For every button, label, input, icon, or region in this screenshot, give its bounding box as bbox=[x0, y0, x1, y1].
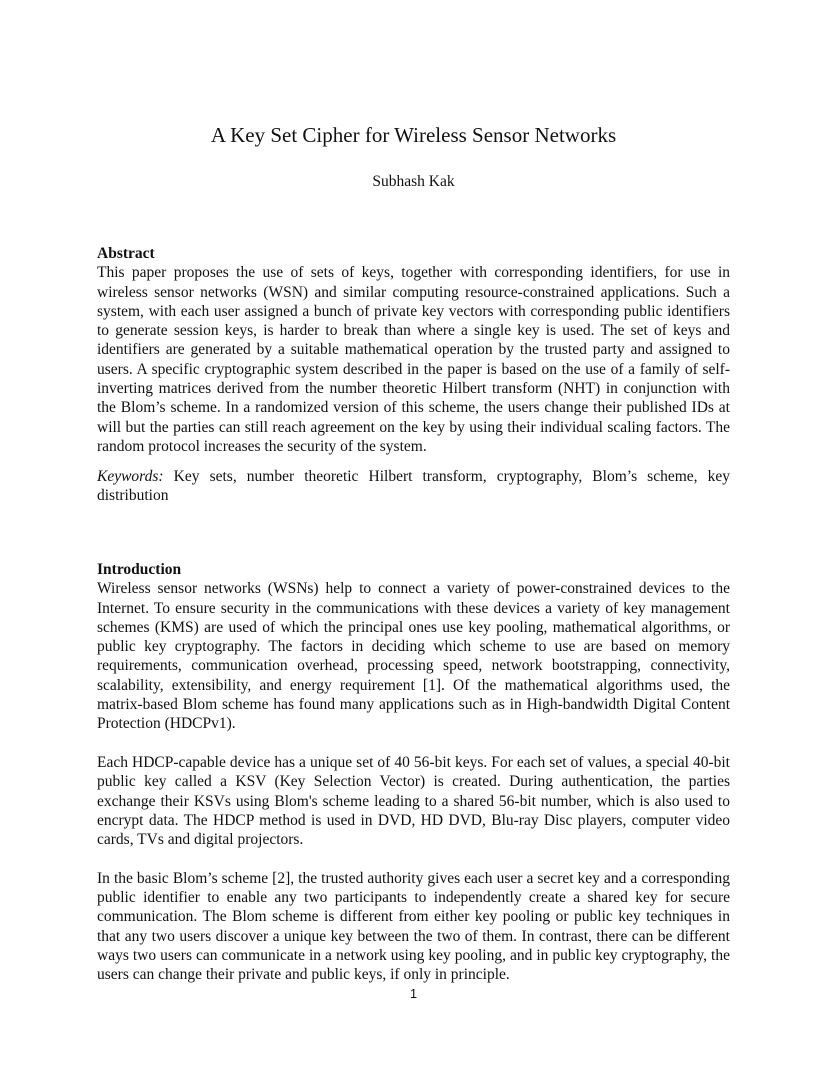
keywords-section bbox=[97, 467, 730, 506]
introduction-paragraph-1: Wireless sensor networks (WSNs) help to connect a variety of power-constrained devices to the Internet. To ensure security in the communications with these devices a variety of key management schemes (KMS) are used of which the principal ones use key pooling, mathematical algorithms, or public key cryptography. The factors in deciding which scheme to use are based on memory requirements, communication overhead, processing speed, network bootstrapping, connectivity, scalability, extensibility, and energy requirement [1]. Of the mathematical algorithms used, the matrix-based Blom scheme has found many applications such as in High-bandwidth Digital Content Protection (HDCPv1). bbox=[97, 580, 730, 733]
introduction-paragraph-3: In the basic Blom’s scheme [2], the trusted authority gives each user a secret key and a corresponding public identifier to enable any two participants to independently create a shared key for secure communication. The Blom scheme is different from either key pooling or public key techniques in that any two users discover a unique key between the two of them. In contrast, there can be different ways two users can communicate in a network using key pooling, and in public key cryptography, the users can change their private and public keys, if only in principle. bbox=[97, 869, 730, 984]
introduction-section bbox=[97, 560, 730, 985]
keywords-label: Keywords: bbox=[97, 468, 164, 485]
abstract-heading: Abstract bbox=[97, 245, 155, 262]
author-name: Subhash Kak bbox=[372, 173, 455, 190]
page-number: 1 bbox=[409, 986, 418, 1001]
abstract-text: This paper proposes the use of sets of keys, together with corresponding identifiers, for use in wireless sensor networks (WSN) and similar computing resource-constrained applications. Such a system, with each user assigned a bunch of private key vectors with corresponding public identifiers to generate session keys, is harder to break than where a single key is used. The set of keys and identifiers are generated by a suitable mathematical operation by the trusted party and assigned to users. A specific cryptographic system described in the paper is based on the use of a family of self-inverting matrices derived from the number theoretic Hilbert transform (NHT) in conjunction with the Blom’s scheme. In a randomized version of this scheme, the users change their published IDs at will but the parties can still reach agreement on the key by using their individual scaling factors. The random protocol increases the security of the system. bbox=[97, 264, 730, 455]
introduction-paragraph-2: Each HDCP-capable device has a unique set of 40 56-bit keys. For each set of values, a special 40-bit public key called a KSV (Key Selection Vector) is created. During authentication, the parties exchange their KSVs using Blom's scheme leading to a shared 56-bit number, which is also used to encrypt data. The HDCP method is used in DVD, HD DVD, Blu-ray Disc players, computer video cards, TVs and digital projectors. bbox=[97, 753, 730, 849]
keywords-paragraph bbox=[97, 467, 730, 506]
keywords-text: Key sets, number theoretic Hilbert transform, cryptography, Blom’s scheme, key distribution bbox=[97, 468, 730, 505]
introduction-heading: Introduction bbox=[97, 561, 182, 578]
paper-title: A Key Set Cipher for Wireless Sensor Networks bbox=[210, 123, 617, 147]
abstract-section bbox=[97, 244, 730, 456]
paper-page bbox=[97, 0, 730, 1072]
